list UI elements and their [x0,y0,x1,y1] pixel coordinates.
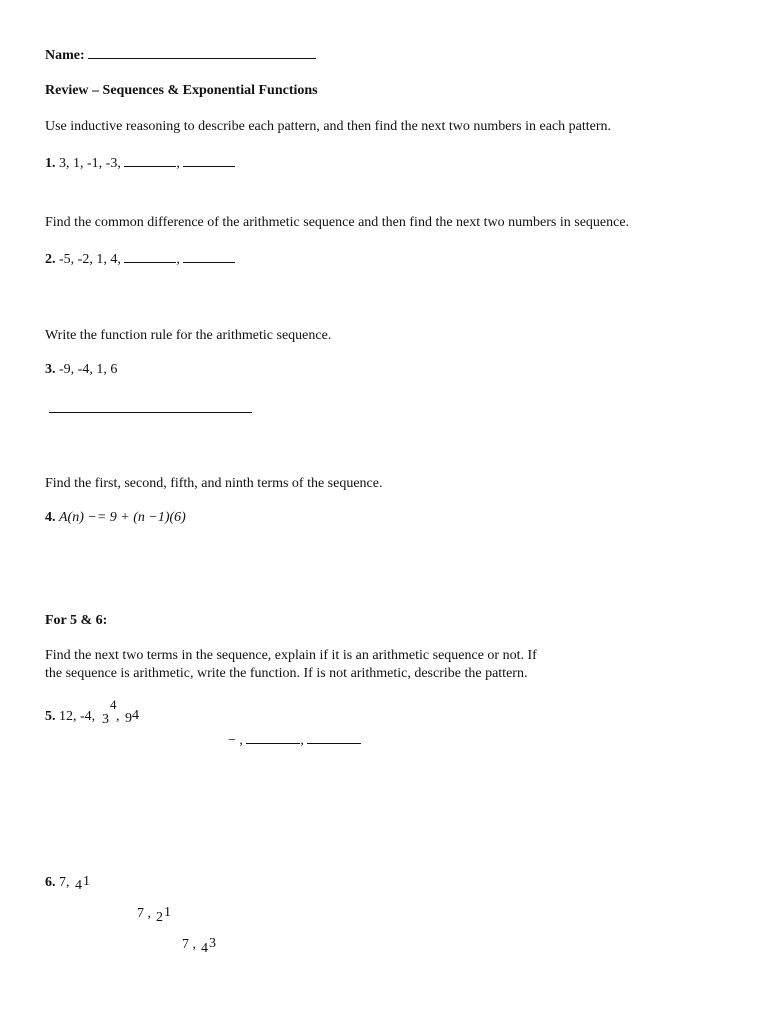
question-6-term4-text: 7 , [182,937,196,952]
name-label: Name: [45,48,85,63]
question-3-number: 3. [45,362,56,377]
question-2-number: 2. [45,252,56,267]
question-6-term3-text: 7 , [137,906,151,921]
question-5-fraction-numerator: 4 [110,697,117,712]
question-6-term2-den: 4 [75,878,82,893]
question-6 [45,874,70,892]
question-3 [45,361,117,379]
question-5 [45,708,95,726]
instruction-2: Find the common difference of the arithmetic sequence and then find the next two numbers in sequence. [45,215,630,230]
answer-5a-blank[interactable] [246,731,300,744]
question-6-term3-num: 1 [164,905,171,920]
question-6-term4-num: 3 [209,936,216,951]
question-4 [45,509,186,527]
question-4-number: 4. [45,510,56,525]
answer-3-line[interactable] [49,400,252,419]
question-1-number: 1. [45,156,56,171]
question-6-term2-num: 1 [83,874,90,889]
question-5-text: 12, -4, [59,709,96,724]
instruction-5-6-line2: the sequence is arithmetic, write the function. If is not arithmetic, describe the pattern. [45,666,528,681]
question-6-term3-den: 2 [156,910,163,925]
question-5-last-term-sup: 4 [132,708,139,723]
question-6-number: 6. [45,875,56,890]
answer-2b-blank[interactable] [183,250,235,263]
name-row [45,46,316,65]
question-5-last-term: 9 [125,711,132,726]
answer-5b-blank[interactable] [307,731,361,744]
section-5-6-heading: For 5 & 6: [45,613,108,628]
question-3-text: -9, -4, 1, 6 [59,362,118,377]
instruction-3: Write the function rule for the arithmetic sequence. [45,328,332,343]
question-5-fraction-denominator: 3 [102,712,109,727]
answer-1a-blank[interactable] [124,154,176,167]
worksheet-title: Review – Sequences & Exponential Functions [45,83,318,98]
question-5-number: 5. [45,709,56,724]
question-2-text: -5, -2, 1, 4, [59,252,121,267]
question-5-tail: − , [228,733,243,748]
instruction-1: Use inductive reasoning to describe each pattern, and then find the next two numbers in each pattern. [45,119,612,134]
question-6-text: 7, [59,875,70,890]
instruction-5-6-line1: Find the next two terms in the sequence, explain if it is an arithmetic sequence or not. If [45,648,537,663]
question-4-formula: A(n) −= 9 + (n −1)(6) [59,510,186,525]
question-1: 1. 3, 1, -1, -3, , [45,154,235,173]
name-blank[interactable] [88,46,316,59]
question-5-separator: , [116,709,120,724]
instruction-4: Find the first, second, fifth, and ninth terms of the sequence. [45,476,383,491]
answer-2a-blank[interactable] [124,250,176,263]
question-6-term4-den: 4 [201,941,208,956]
question-2: 2. -5, -2, 1, 4, , [45,250,235,269]
answer-1b-blank[interactable] [183,154,235,167]
question-1-text: 3, 1, -1, -3, [59,156,121,171]
question-5-answers: − , , [228,731,361,750]
